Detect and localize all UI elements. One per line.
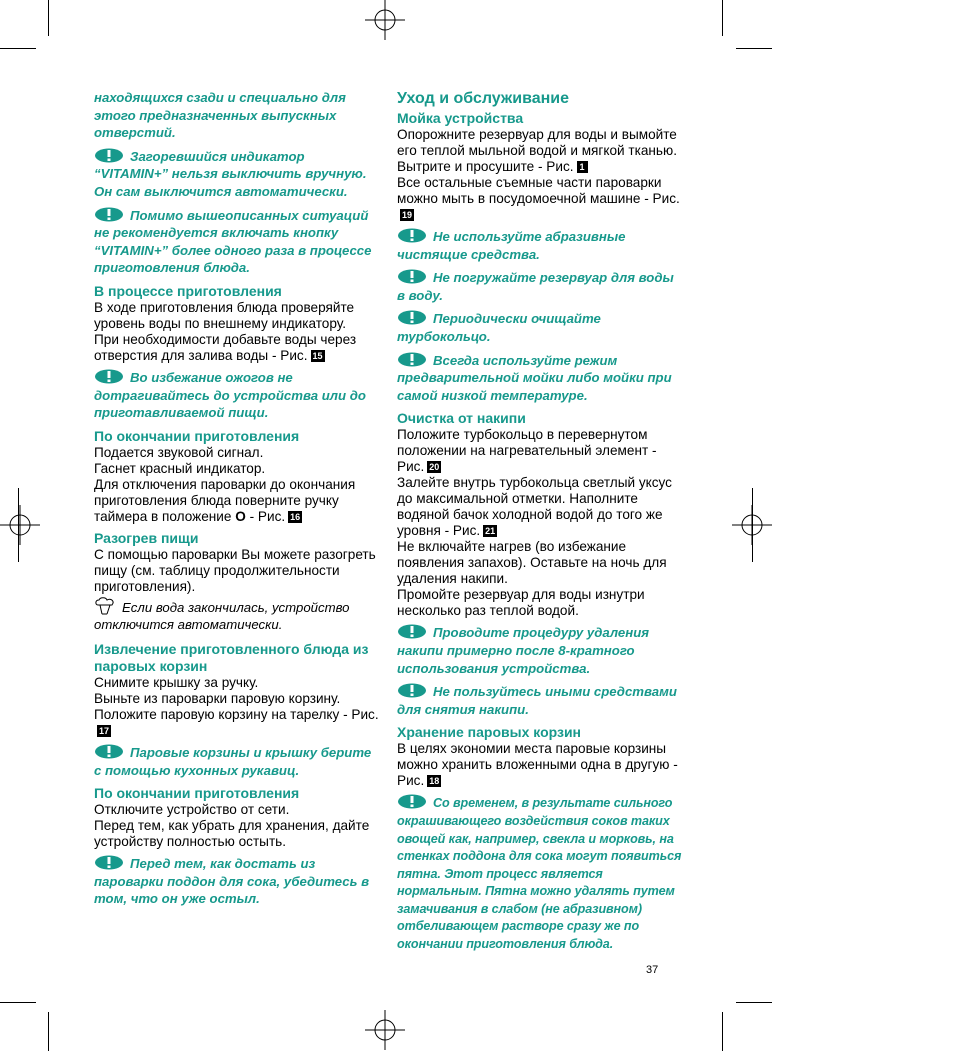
registration-mark-icon [0, 505, 40, 545]
left-column [94, 89, 379, 914]
figure-ref: 18 [429, 776, 440, 787]
figure-ref: 15 [312, 350, 323, 361]
body-text: При необходимости добавьте воды через отверстия для залива воды - Рис. 15 [94, 331, 357, 363]
warning-note: Загоревшийся индикатор “VITAMIN+” нельзя выключить вручную. Он сам выключится автоматически. [94, 148, 367, 199]
body-text: В ходе приготовления блюда проверяйте уровень воды по внешнему индикатору. [94, 299, 355, 331]
warning-note: Со временем, в результате сильного окрашивающего воздействия соков таких овощей как, например, свекла и морковь, на стенках поддона для сока могут появиться пятна. Этот процесс является нормальным. Пятна можно удалять путем замачивания в слабом (не абразивном) отбеливающем растворе сразу же по окончании приготовления блюда. [397, 796, 682, 952]
warning-hand-icon [397, 269, 427, 284]
warning-note: Во избежание ожогов не дотрагивайтесь до устройства или до приготавливаемой пищи. [94, 369, 366, 421]
section-heading: Мойка устройства [397, 110, 524, 126]
crop-mark [18, 488, 19, 562]
body-text: Вытрите и просушите - Рис. 1 [397, 159, 682, 175]
crop-mark [722, 0, 723, 36]
chef-hat-icon [94, 597, 118, 615]
warning-note: Паровые корзины и крышку берите с помощью кухонных рукавиц. [94, 744, 372, 778]
crop-mark [736, 48, 772, 49]
warning-hand-icon [397, 624, 427, 639]
warning-hand-icon [397, 794, 427, 809]
warning-hand-icon [397, 683, 427, 698]
body-text: Не включайте нагрев (во избежание появления запахов). Оставьте на ночь для удаления накипи. [397, 539, 667, 587]
figure-ref: 21 [485, 526, 496, 537]
body-text: Отключите устройство от сети. [94, 802, 290, 818]
crop-mark [48, 0, 49, 36]
registration-mark-icon [365, 0, 405, 40]
crop-mark [0, 1002, 36, 1003]
tip-note: Если вода закончилась, устройство отключится автоматически. [94, 597, 379, 634]
body-text: Опорожните резервуар для воды и вымойте его теплой мыльной водой и мягкой тканью. [397, 127, 677, 158]
figure-ref: 17 [99, 725, 110, 736]
body-text: Подается звуковой сигнал. [94, 444, 264, 460]
crop-mark [48, 1012, 49, 1051]
section-heading: Очистка от накипи [397, 410, 526, 427]
figure-ref: 1 [577, 161, 588, 173]
warning-hand-icon [397, 352, 427, 367]
body-text: Гаснет красный индикатор. [94, 460, 266, 476]
warning-note: Не погружайте резервуар для воды в воду. [397, 270, 674, 303]
warning-hand-icon [94, 744, 124, 759]
body-text: Залейте внутрь турбокольца светлый уксус до максимальной отметки. Наполните водяной бачок холодной водой до того же уровня - Рис. 21 [397, 475, 672, 539]
body-text: Все остальные съемные части пароварки можно мыть в посудомоечной машине - Рис.19 [397, 175, 680, 220]
body-text: В целях экономии места паровые корзины можно хранить вложенными одна в другую - Рис. 18 [397, 741, 678, 789]
figure-ref: 16 [290, 511, 301, 522]
crop-mark [0, 48, 36, 49]
body-text: С помощью пароварки Вы можете разогреть пищу (см. таблицу продолжительности приготовления). [94, 546, 376, 594]
figure-ref: 19 [402, 210, 413, 220]
warning-hand-icon [94, 207, 124, 222]
body-text: Для отключения пароварки до окончания приготовления блюда поверните ручку таймера в положение O - Рис. 16 [94, 476, 356, 524]
warning-hand-icon [94, 148, 124, 163]
warning-hand-icon [94, 855, 124, 870]
body-text: Промойте резервуар для воды изнутри несколько раз теплой водой. [397, 587, 645, 619]
body-text: Положите турбокольцо в перевернутом положении на нагревательный элемент - Рис. 20 [397, 427, 657, 475]
section-heading: Хранение паровых корзин [397, 724, 582, 741]
page-title: Уход и обслуживание [397, 90, 569, 107]
crop-mark [722, 1012, 723, 1051]
section-heading: Разогрев пищи [94, 529, 199, 546]
warning-note: Всегда используйте режим предварительной мойки либо мойки при самой низкой температуре. [397, 352, 672, 403]
body-text: Перед тем, как убрать для хранения, дайте устройству полностью остыть. [94, 818, 370, 850]
intro-text: находящихся сзади и специально для этого предназначенных выпускных отверстий. [94, 90, 346, 141]
warning-note: Не пользуйтесь иными средствами для снятия накипи. [397, 684, 677, 717]
right-column [397, 89, 682, 960]
warning-hand-icon [94, 369, 124, 384]
warning-note: Не используйте абразивные чистящие средства. [397, 229, 626, 262]
body-text: Выньте из пароварки паровую корзину. Положите паровую корзину на тарелку - Рис.17 [94, 690, 379, 736]
body-text: Снимите крышку за ручку. [94, 674, 259, 690]
section-heading: В процессе приготовления [94, 282, 282, 299]
page-number: 37 [646, 964, 659, 976]
section-heading: По окончании приготовления [94, 785, 300, 802]
warning-note: Перед тем, как достать из пароварки поддон для сока, убедитесь в том, что он уже остыл. [94, 856, 370, 907]
warning-hand-icon [397, 310, 427, 325]
figure-ref: 20 [429, 462, 440, 473]
section-heading: Извлечение приготовленного блюда из паровых корзин [94, 640, 369, 674]
crop-mark [736, 1002, 772, 1003]
warning-hand-icon [397, 228, 427, 243]
crop-mark [752, 488, 753, 562]
warning-note: Проводите процедуру удаления накипи примерно после 8-кратного использования устройства. [397, 625, 650, 676]
warning-note: Периодически очищайте турбокольцо. [397, 311, 601, 344]
section-heading: По окончании приготовления [94, 427, 300, 444]
warning-note: Помимо вышеописанных ситуаций не рекомендуется включать кнопку “VITAMIN+” более одного раза в процессе приготовления блюда. [94, 207, 372, 276]
registration-mark-icon [365, 1010, 405, 1050]
